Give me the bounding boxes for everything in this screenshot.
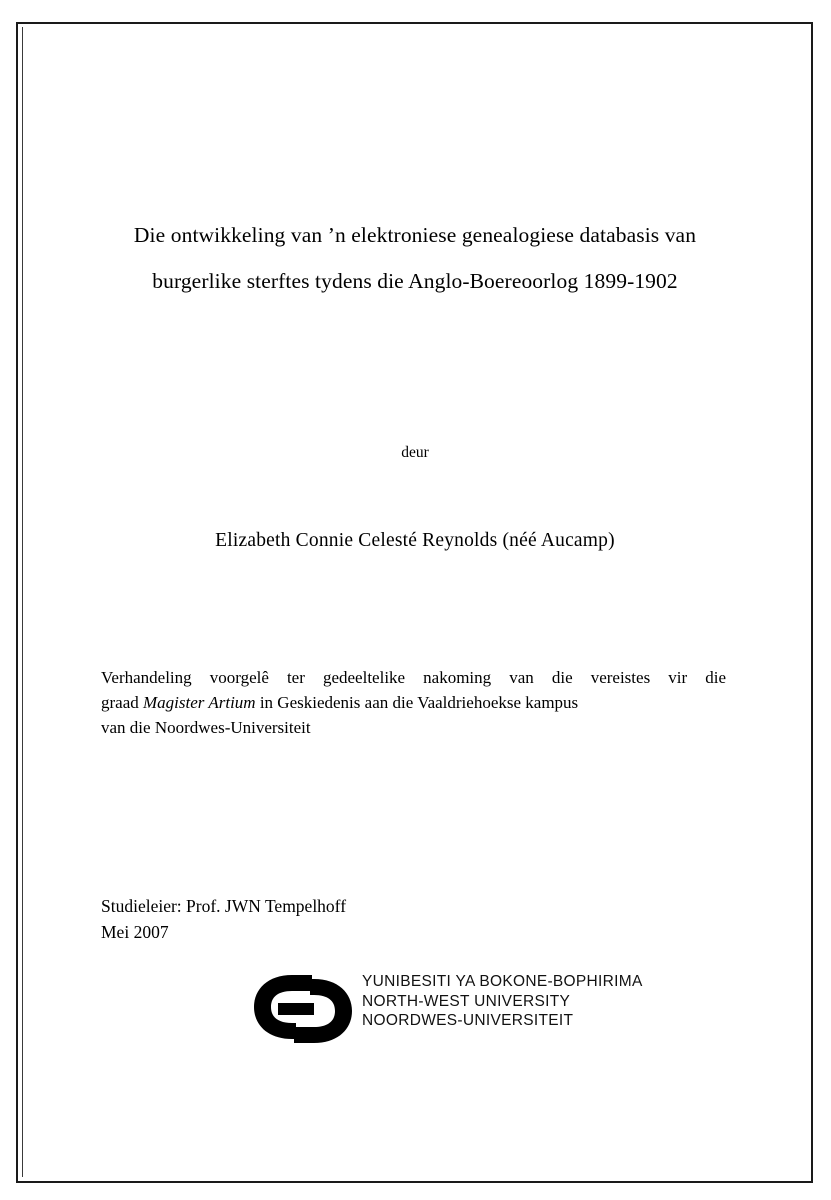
university-logo bbox=[250, 965, 670, 1055]
page-title bbox=[100, 212, 730, 304]
degree-statement-line-3: van die Noordwes-Universiteit bbox=[101, 718, 311, 737]
university-logo-text bbox=[362, 972, 643, 1031]
degree-statement-line-2-post: in Geskiedenis aan die Vaaldriehoekse kampus bbox=[255, 693, 579, 712]
author-name: Elizabeth Connie Celesté Reynolds (néé Aucamp) bbox=[215, 530, 615, 551]
north-west-university-logo-mark-icon bbox=[250, 969, 356, 1049]
degree-statement-line-2 bbox=[101, 690, 726, 715]
by-word: deur bbox=[401, 444, 429, 461]
logo-text-line-1: YUNIBESITI YA BOKONE-BOPHIRIMA bbox=[362, 973, 643, 990]
degree-statement-line-2-pre: graad bbox=[101, 693, 144, 712]
title-line-2: burgerlike sterftes tydens die Anglo-Boereoorlog 1899-1902 bbox=[152, 269, 678, 293]
logo-text-line-3: NOORDWES-UNIVERSITEIT bbox=[362, 1012, 574, 1029]
degree-name-italic: Magister Artium bbox=[143, 693, 256, 712]
degree-statement-line-1: Verhandeling voorgelê ter gedeeltelike nakoming van die vereistes vir die bbox=[101, 668, 726, 687]
title-page-content bbox=[100, 60, 730, 1140]
logo-text-line-2: NORTH-WEST UNIVERSITY bbox=[362, 992, 571, 1010]
title-line-1: Die ontwikkeling van ’n elektroniese genealogiese databasis van bbox=[133, 223, 697, 247]
degree-statement bbox=[101, 665, 726, 740]
date-line: Mei 2007 bbox=[101, 922, 169, 942]
supervisor-line: Studieleier: Prof. JWN Tempelhoff bbox=[101, 896, 347, 916]
